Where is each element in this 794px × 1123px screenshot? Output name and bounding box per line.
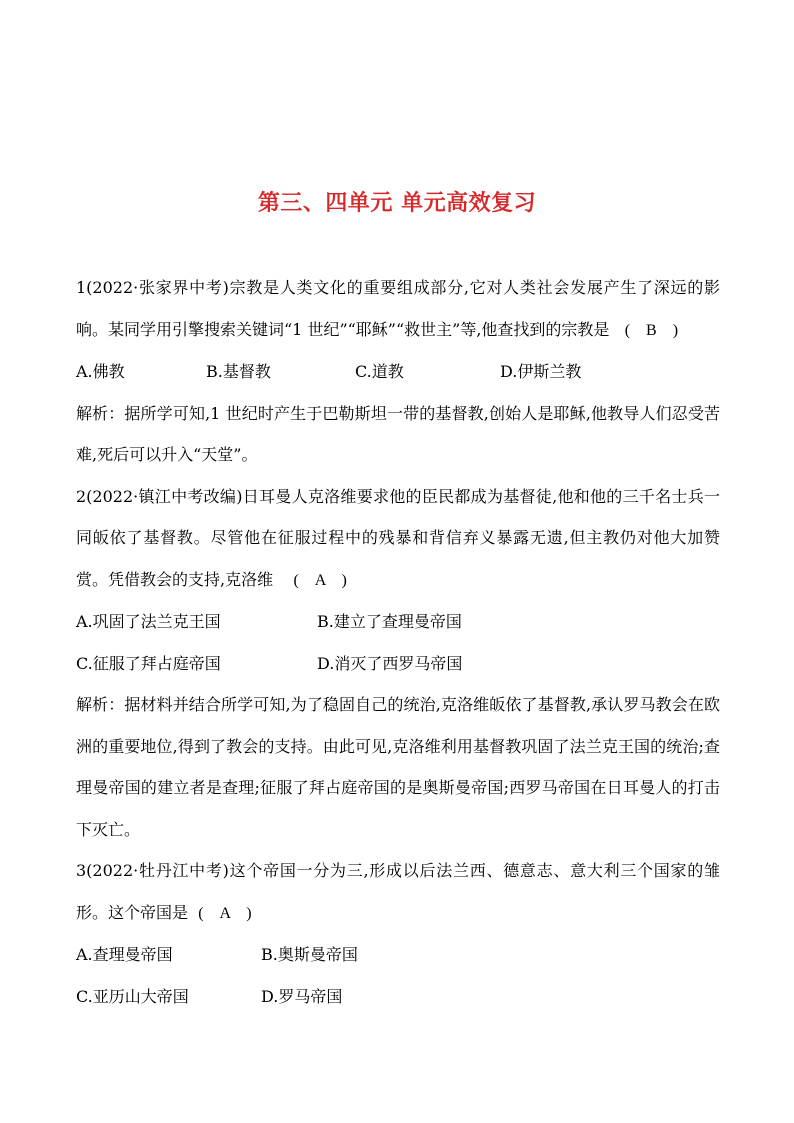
- option-b: B.奥斯曼帝国: [261, 945, 358, 964]
- option-a: A.巩固了法兰克王国: [76, 612, 221, 631]
- question-list: [76, 267, 720, 1017]
- option-a: A.查理曼帝国: [76, 945, 173, 964]
- option-d: D.伊斯兰教: [500, 362, 582, 381]
- analysis-text: 解析：据材料并结合所学可知,为了稳固自己的统治,克洛维皈依了基督教,承认罗马教会在欧洲的重要地位,得到了教会的支持。由此可见,克洛维利用基督教巩固了法兰克王国的统治;查理曼帝国的建立者是查理;征服了拜占庭帝国的是奥斯曼帝国;西罗马帝国在日耳曼人的打击下灭亡。: [76, 695, 720, 839]
- options-row: [76, 643, 720, 685]
- question-stem: 1(2022·张家界中考)宗教是人类文化的重要组成部分,它对人类社会发展产生了深远的影响。某同学用引擎搜索关键词“1 世纪”“耶稣”“救世主”等,他查找到的宗教是 ( B ): [76, 278, 720, 339]
- analysis-text: 解析：据所学可知,1 世纪时产生于巴勒斯坦一带的基督教,创始人是耶稣,他教导人们忍受苦难,死后可以升入“天堂”。: [76, 403, 720, 464]
- option-d: D.罗马帝国: [261, 986, 343, 1006]
- answer-mark: ( A ): [293, 571, 347, 589]
- answer-mark: ( A ): [198, 904, 252, 922]
- options-row: [76, 601, 720, 643]
- answer-mark: ( B ): [624, 321, 679, 339]
- option-c: C.道教: [355, 362, 404, 381]
- option-c: C.亚历山大帝国: [76, 986, 189, 1006]
- question-1: [76, 267, 720, 476]
- question-2: [76, 476, 720, 851]
- question-stem: 3(2022·牡丹江中考)这个帝国一分为三,形成以后法兰西、德意志、意大利三个国家的雏形。这个帝国是 ( A ): [76, 861, 720, 922]
- options-row: [76, 976, 720, 1018]
- options-row: [76, 351, 720, 393]
- option-c: C.征服了拜占庭帝国: [76, 653, 221, 673]
- option-d: D.消灭了西罗马帝国: [317, 653, 463, 673]
- option-b: B.基督教: [206, 362, 271, 381]
- options-row: [76, 934, 720, 976]
- page-title: 第三、四单元 单元高效复习: [257, 191, 537, 216]
- option-a: A.佛教: [76, 362, 125, 381]
- question-stem: 2(2022·镇江中考改编)日耳曼人克洛维要求他的臣民都成为基督徒,他和他的三千名士兵一同皈依了基督教。尽管他在征服过程中的残暴和背信弃义暴露无遗,但主教仍对他大加赞赏。凭借教会的支持,克洛维 ( A ): [76, 486, 720, 589]
- question-3: [76, 850, 720, 1017]
- option-b: B.建立了查理曼帝国: [317, 612, 462, 631]
